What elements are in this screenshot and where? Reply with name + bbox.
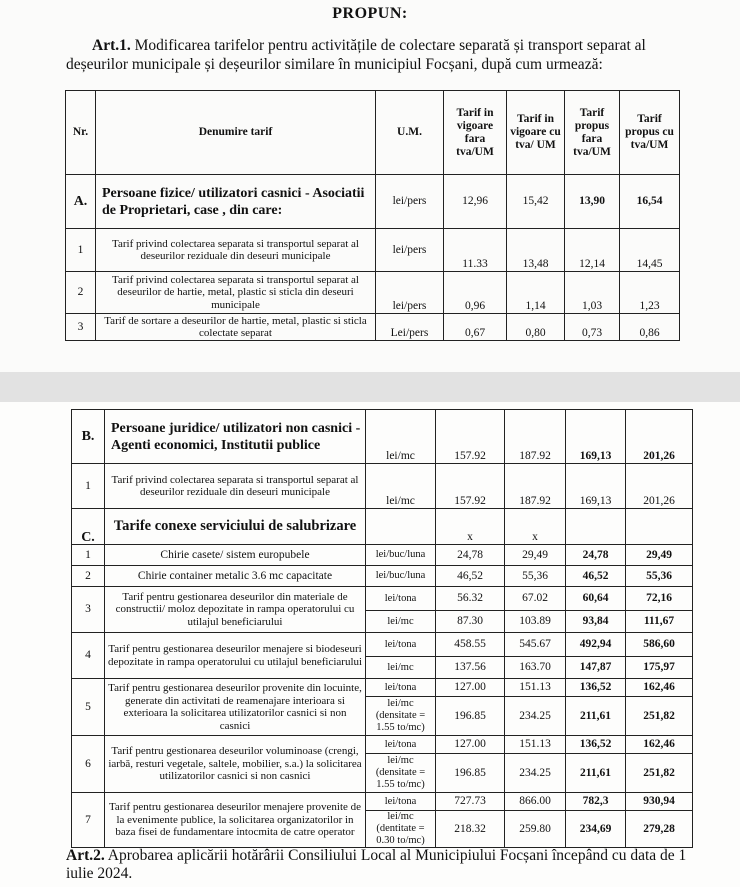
row-c1: 0,96 [444, 272, 507, 314]
row-c2: 545.67 [505, 633, 566, 657]
row-c1: 727.73 [436, 793, 505, 811]
row-c1: 87.30 [436, 611, 505, 633]
row-um: lei/mc [366, 611, 436, 633]
row-c3 [566, 509, 626, 545]
row-c3: 60,64 [566, 587, 626, 611]
row-c1: 0,67 [444, 314, 507, 341]
row-name: Tarif de sortare a deseurilor de hartie, metal, plastic si sticla colectate separat [96, 314, 376, 341]
row-c4: 251,82 [626, 697, 693, 736]
row-c4: 175,97 [626, 657, 693, 679]
article-2-text: Aprobarea aplicării hotărârii Consiliului Local al Municipiului Focșani începând cu data de 1 iulie 2024. [66, 847, 687, 882]
row-nr: 3 [66, 314, 96, 341]
row-c1: 127.00 [436, 679, 505, 697]
row-c4: 0,86 [620, 314, 680, 341]
row-c2: 0,80 [507, 314, 565, 341]
row-c3: 24,78 [566, 545, 626, 566]
row-c2: 187.92 [505, 464, 566, 509]
row-name: Persoane fizice/ utilizatori casnici - Asociatii de Proprietari, case , din care: [96, 175, 376, 229]
row-c2: 151.13 [505, 736, 566, 754]
row-c4: 55,36 [626, 566, 693, 587]
row-c3: 782,3 [566, 793, 626, 811]
document-page-2 [0, 402, 740, 887]
table-row [66, 314, 680, 341]
row-name: Persoane juridice/ utilizatori non casnici - Agenti economici, Institutii publice [105, 410, 366, 464]
row-c4 [626, 509, 693, 545]
row-c3: 169,13 [566, 464, 626, 509]
row-c1: 458.55 [436, 633, 505, 657]
table-row [72, 736, 693, 754]
row-name: Tarif pentru gestionarea deseurilor menajere si biodeseuri depozitate in rampa operatorului cu utilajul beneficiarului [105, 633, 366, 679]
row-c4: 586,60 [626, 633, 693, 657]
row-c4: 162,46 [626, 679, 693, 697]
row-c4: 279,28 [626, 811, 693, 848]
row-name: Chirie container metalic 3.6 mc capacitate [105, 566, 366, 587]
header-tarif-propus-fara-tva: Tarif propus fara tva/UM [565, 91, 620, 175]
row-um: lei/pers [376, 175, 444, 229]
row-um: lei/buc/luna [366, 566, 436, 587]
row-c2: 866.00 [505, 793, 566, 811]
row-um [366, 509, 436, 545]
row-name: Tarife conexe serviciului de salubrizare [105, 509, 366, 545]
row-um: lei/mc (dentitate = 0.30 to/mc) [366, 811, 436, 848]
table-row [72, 679, 693, 697]
row-um: lei/tona [366, 736, 436, 754]
row-c1: 137.56 [436, 657, 505, 679]
article-1-label: Art.1. [92, 37, 131, 54]
tariff-table-part-2 [71, 409, 693, 848]
row-c4: 14,45 [620, 229, 680, 272]
table-row [66, 229, 680, 272]
row-um: lei/mc [366, 410, 436, 464]
row-nr: C. [72, 509, 105, 545]
header-um: U.M. [376, 91, 444, 175]
row-c1: x [436, 509, 505, 545]
row-c1: 196.85 [436, 697, 505, 736]
page-separator [0, 372, 740, 402]
row-c1: 218.32 [436, 811, 505, 848]
row-c2: 29,49 [505, 545, 566, 566]
row-um: lei/tona [366, 679, 436, 697]
article-1-text: Modificarea tarifelor pentru activitățile de colectare separată și transport separat al deșeurilor municipale și deșeurilor similare în municipiul Focșani, după cum urmează: [66, 37, 646, 73]
row-um: lei/mc (densitate = 1.55 to/mc) [366, 754, 436, 793]
row-c1: 12,96 [444, 175, 507, 229]
row-um: lei/mc (densitate = 1.55 to/mc) [366, 697, 436, 736]
row-nr: 4 [72, 633, 105, 679]
header-tarif-vigoare-fara-tva: Tarif in vigoare fara tva/UM [444, 91, 507, 175]
row-nr: 1 [72, 464, 105, 509]
row-c1: 46,52 [436, 566, 505, 587]
header-tarif-vigoare-cu-tva: Tarif in vigoare cu tva/ UM [507, 91, 565, 175]
row-name: Tarif privind colectarea separata si transportul separat al deseurilor de hartie, metal, plastic si sticla din deseuri municipale [96, 272, 376, 314]
row-um: Lei/pers [376, 314, 444, 341]
row-c4: 251,82 [626, 754, 693, 793]
row-c4: 930,94 [626, 793, 693, 811]
row-um: lei/tona [366, 793, 436, 811]
row-c1: 127.00 [436, 736, 505, 754]
table-row [72, 464, 693, 509]
row-nr: 5 [72, 679, 105, 736]
row-name: Tarif pentru gestionarea deseurilor voluminoase (crengi, iarbă, resturi vegetale, saltele, mobilier, s.a.) la solicitarea utilizatorilor casnici si non casnici [105, 736, 366, 793]
article-2-label: Art.2. [66, 847, 105, 864]
row-nr: 1 [66, 229, 96, 272]
document-page-1 [0, 0, 740, 372]
row-c2: 103.89 [505, 611, 566, 633]
row-c2: 1,14 [507, 272, 565, 314]
row-c2: 234.25 [505, 697, 566, 736]
row-c1: 56.32 [436, 587, 505, 611]
row-c4: 201,26 [626, 464, 693, 509]
table-row [72, 410, 693, 464]
row-nr: 2 [72, 566, 105, 587]
header-nr: Nr. [66, 91, 96, 175]
page-heading: PROPUN: [332, 5, 408, 22]
row-c2: x [505, 509, 566, 545]
row-c4: 72,16 [626, 587, 693, 611]
row-nr: 3 [72, 587, 105, 633]
row-c2: 15,42 [507, 175, 565, 229]
row-nr: 2 [66, 272, 96, 314]
row-nr: 1 [72, 545, 105, 566]
row-c4: 1,23 [620, 272, 680, 314]
row-um: lei/mc [366, 657, 436, 679]
row-c1: 196.85 [436, 754, 505, 793]
row-c3: 169,13 [566, 410, 626, 464]
row-c3: 211,61 [566, 754, 626, 793]
row-name: Tarif pentru gestionarea deseurilor menajere provenite de la evenimente publice, la solicitarea organizatorilor in baza fisei de fundamentare intocmita de catre operator [105, 793, 366, 848]
row-um: lei/tona [366, 633, 436, 657]
row-name: Chirie casete/ sistem europubele [105, 545, 366, 566]
row-c2: 259.80 [505, 811, 566, 848]
row-c2: 67.02 [505, 587, 566, 611]
row-c4: 201,26 [626, 410, 693, 464]
row-c3: 492,94 [566, 633, 626, 657]
row-c3: 211,61 [566, 697, 626, 736]
header-denumire: Denumire tarif [96, 91, 376, 175]
row-um: lei/tona [366, 587, 436, 611]
row-name: Tarif privind colectarea separata si transportul separat al deseurilor reziduale din deseuri municipale [96, 229, 376, 272]
row-um: lei/mc [366, 464, 436, 509]
row-um: lei/pers [376, 272, 444, 314]
row-um: lei/buc/luna [366, 545, 436, 566]
row-c3: 147,87 [566, 657, 626, 679]
table-header-row [66, 91, 680, 175]
row-c4: 111,67 [626, 611, 693, 633]
table-row [72, 587, 693, 611]
article-2-paragraph [66, 847, 716, 883]
row-c4: 162,46 [626, 736, 693, 754]
row-c3: 46,52 [566, 566, 626, 587]
row-c2: 55,36 [505, 566, 566, 587]
row-c3: 13,90 [565, 175, 620, 229]
row-nr: 6 [72, 736, 105, 793]
row-c1: 157.92 [436, 410, 505, 464]
row-c3: 136,52 [566, 736, 626, 754]
row-c3: 12,14 [565, 229, 620, 272]
table-row [72, 566, 693, 587]
row-c3: 0,73 [565, 314, 620, 341]
row-name: Tarif pentru gestionarea deseurilor provenite din locuinte, generate din activitati de reamenajare interioara si exterioara la solicitarea utilizatorilor casnici si non casnici [105, 679, 366, 736]
row-c1: 157.92 [436, 464, 505, 509]
row-c2: 234.25 [505, 754, 566, 793]
row-nr: A. [66, 175, 96, 229]
table-row [72, 633, 693, 657]
tariff-table-part-1 [65, 90, 680, 341]
row-c3: 136,52 [566, 679, 626, 697]
row-c2: 163.70 [505, 657, 566, 679]
table-row [72, 793, 693, 811]
row-c2: 187.92 [505, 410, 566, 464]
table-row [72, 545, 693, 566]
row-c2: 13,48 [507, 229, 565, 272]
row-name: Tarif pentru gestionarea deseurilor din materiale de constructii/ moloz depozitate in rampa operatorului cu utilajul beneficiarului [105, 587, 366, 633]
row-c2: 151.13 [505, 679, 566, 697]
row-c3: 93,84 [566, 611, 626, 633]
row-c3: 234,69 [566, 811, 626, 848]
header-tarif-propus-cu-tva: Tarif propus cu tva/UM [620, 91, 680, 175]
table-row [72, 509, 693, 545]
table-row [66, 272, 680, 314]
row-c1: 11.33 [444, 229, 507, 272]
row-nr: B. [72, 410, 105, 464]
article-1-paragraph [66, 36, 706, 74]
row-c3: 1,03 [565, 272, 620, 314]
row-nr: 7 [72, 793, 105, 848]
row-c4: 16,54 [620, 175, 680, 229]
row-c4: 29,49 [626, 545, 693, 566]
row-um: lei/pers [376, 229, 444, 272]
row-c1: 24,78 [436, 545, 505, 566]
table-row [66, 175, 680, 229]
row-name: Tarif privind colectarea separata si transportul separat al deseurilor reziduale din deseuri municipale [105, 464, 366, 509]
